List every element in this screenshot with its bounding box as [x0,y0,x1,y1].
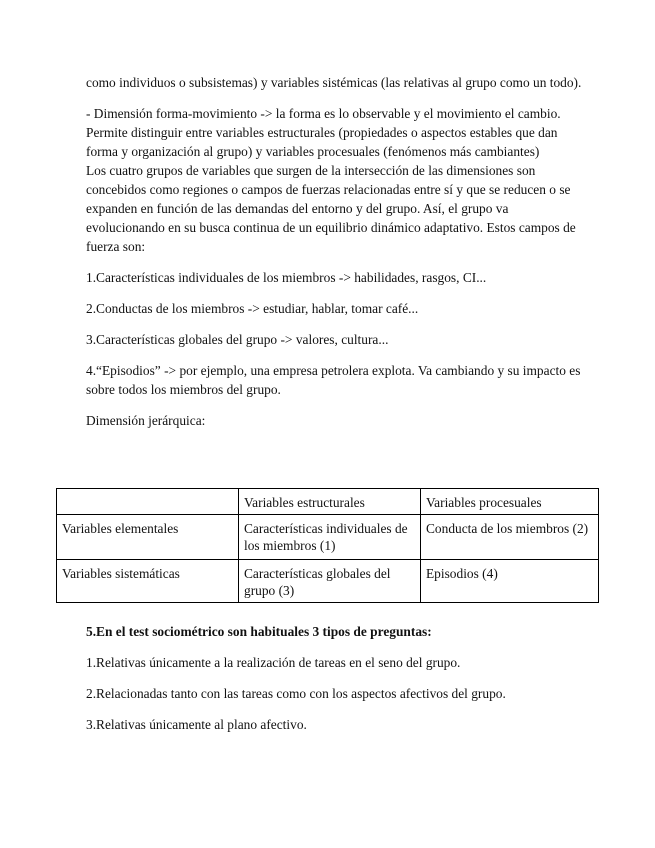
table-cell: Variables sistemáticas [57,560,239,603]
table-row [57,560,599,603]
table-header-cell: Variables estructurales [239,489,421,515]
paragraph-variables-systemic: como individuos o subsistemas) y variables sistémicas (las relativas al grupo como un todo). [86,75,582,90]
variables-table [56,488,599,603]
list-item-member-conducts: 2.Conductas de los miembros -> estudiar, hablar, tomar café... [86,301,419,316]
table-cell: Conducta de los miembros (2) [421,515,599,560]
document-body [86,73,586,430]
table-cell: Variables elementales [57,515,239,560]
list-item-global-characteristics: 3.Características globales del grupo -> valores, cultura... [86,332,389,347]
hierarchical-dimension-label: Dimensión jerárquica: [86,413,206,428]
section-title: 5.En el test sociométrico son habituales 3 tipos de preguntas: [86,624,432,639]
table-cell: Características globales del grupo (3) [239,560,421,603]
table-header-cell: Variables procesuales [421,489,599,515]
list-item-episodes: 4.“Episodios” -> por ejemplo, una empresa petrolera explota. Va cambiando y su impacto es sobre todos los miembros del grupo. [86,363,581,397]
list-item: 2.Relacionadas tanto con las tareas como con los aspectos afectivos del grupo. [86,686,506,701]
list-item: 3.Relativas únicamente al plano afectivo. [86,717,307,732]
section-sociometric-test [86,622,606,734]
table-cell: Episodios (4) [421,560,599,603]
list-item-individual-characteristics: 1.Características individuales de los miembros -> habilidades, rasgos, CI... [86,270,487,285]
table-row [57,515,599,560]
list-item: 1.Relativas únicamente a la realización de tareas en el seno del grupo. [86,655,461,670]
table-row [57,489,599,515]
paragraph-four-groups: Los cuatro grupos de variables que surgen de la intersección de las dimensiones son concebidos como regiones o campos de fuerzas relacionadas entre sí y que se reducen o se expanden en función de las demandas del entorno y del grupo. Así, el grupo va evolucionando en su busca continua de un equilibrio dinámico adaptativo. Estos campos de fuerza son: [86,163,576,254]
table-header-cell [57,489,239,515]
table-cell: Características individuales de los miembros (1) [239,515,421,560]
paragraph-form-movement: - Dimensión forma-movimiento -> la forma es lo observable y el movimiento el cambio. Permite distinguir entre variables estructurales (propiedades o aspectos estables que dan forma y organización al grupo) y variables procesuales (fenómenos más cambiantes) [86,106,561,159]
